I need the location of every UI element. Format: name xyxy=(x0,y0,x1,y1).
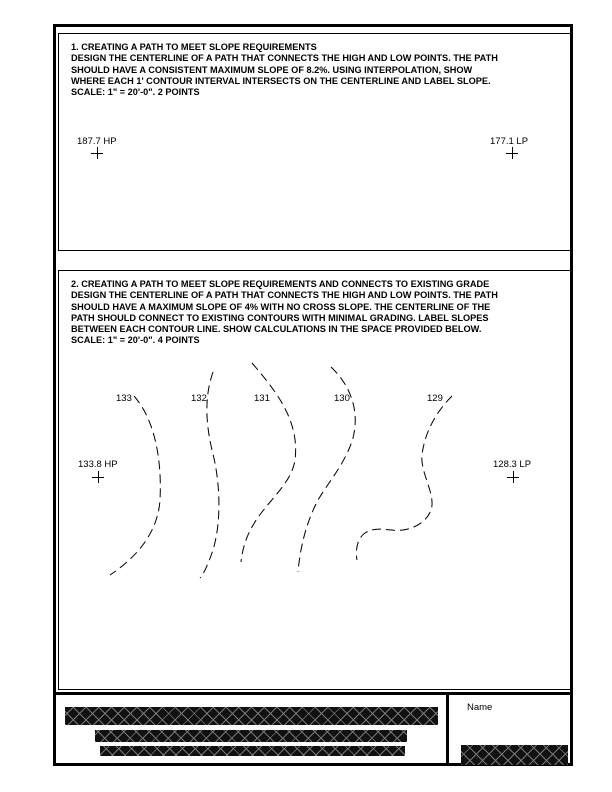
problem-1-line: SHOULD HAVE A CONSISTENT MAXIMUM SLOPE OF 8.2%. USING INTERPOLATION, SHOW xyxy=(71,64,473,75)
redacted-title-line-1 xyxy=(65,707,438,725)
contour-label-131: 131 xyxy=(254,393,270,404)
problem-1-low-point-label: 177.1 LP xyxy=(490,136,529,147)
title-block-vertical-divider xyxy=(446,692,449,766)
problem-2-line: BETWEEN EACH CONTOUR LINE. SHOW CALCULATIONS IN THE SPACE PROVIDED BELOW. xyxy=(71,324,482,335)
problem-2-low-point-marker xyxy=(507,471,519,483)
contour-line-133 xyxy=(110,396,160,575)
problem-1-scale: SCALE: 1" = 20'-0". 2 POINTS xyxy=(71,87,200,98)
problem-2-low-point-label: 128.3 LP xyxy=(493,459,532,470)
problem-2-line: SHOULD HAVE A MAXIMUM SLOPE OF 4% WITH NO CROSS SLOPE. THE CENTERLINE OF THE xyxy=(71,301,491,312)
problem-2-scale: SCALE: 1" = 20'-0". 4 POINTS xyxy=(71,335,200,346)
redacted-name-value xyxy=(461,745,568,765)
problem-2-line: PATH SHOULD CONNECT TO EXISTING CONTOURS WITH MINIMAL GRADING. LABEL SLOPES xyxy=(71,312,489,323)
contour-label-130: 130 xyxy=(334,393,350,404)
problem-2-high-point-label: 133.8 HP xyxy=(78,459,118,470)
name-field-label: Name xyxy=(467,702,493,713)
problem-1-heading: 1. CREATING A PATH TO MEET SLOPE REQUIREMENTS xyxy=(71,42,317,52)
problem-2-line: DESIGN THE CENTERLINE OF A PATH THAT CONNECTS THE HIGH AND LOW POINTS. THE PATH xyxy=(71,290,498,301)
contour-label-132: 132 xyxy=(191,393,207,404)
contour-label-133: 133 xyxy=(116,393,132,404)
redacted-title-line-2 xyxy=(95,730,407,742)
redacted-title-line-3 xyxy=(100,746,405,756)
contour-label-129: 129 xyxy=(427,393,443,404)
problem-2-high-point-marker xyxy=(92,471,104,483)
problem-1-line: WHERE EACH 1' CONTOUR INTERVAL INTERSECTS ON THE CENTERLINE AND LABEL SLOPE. xyxy=(71,75,491,86)
contour-line-129 xyxy=(356,396,452,560)
problem-1-line: DESIGN THE CENTERLINE OF A PATH THAT CONNECTS THE HIGH AND LOW POINTS. THE PATH xyxy=(71,53,498,64)
title-block-divider xyxy=(53,692,573,695)
problem-1-high-point-label: 187.7 HP xyxy=(77,136,117,147)
problem-2-heading: 2. CREATING A PATH TO MEET SLOPE REQUIREMENTS AND CONNECTS TO EXISTING GRADE xyxy=(71,279,490,289)
